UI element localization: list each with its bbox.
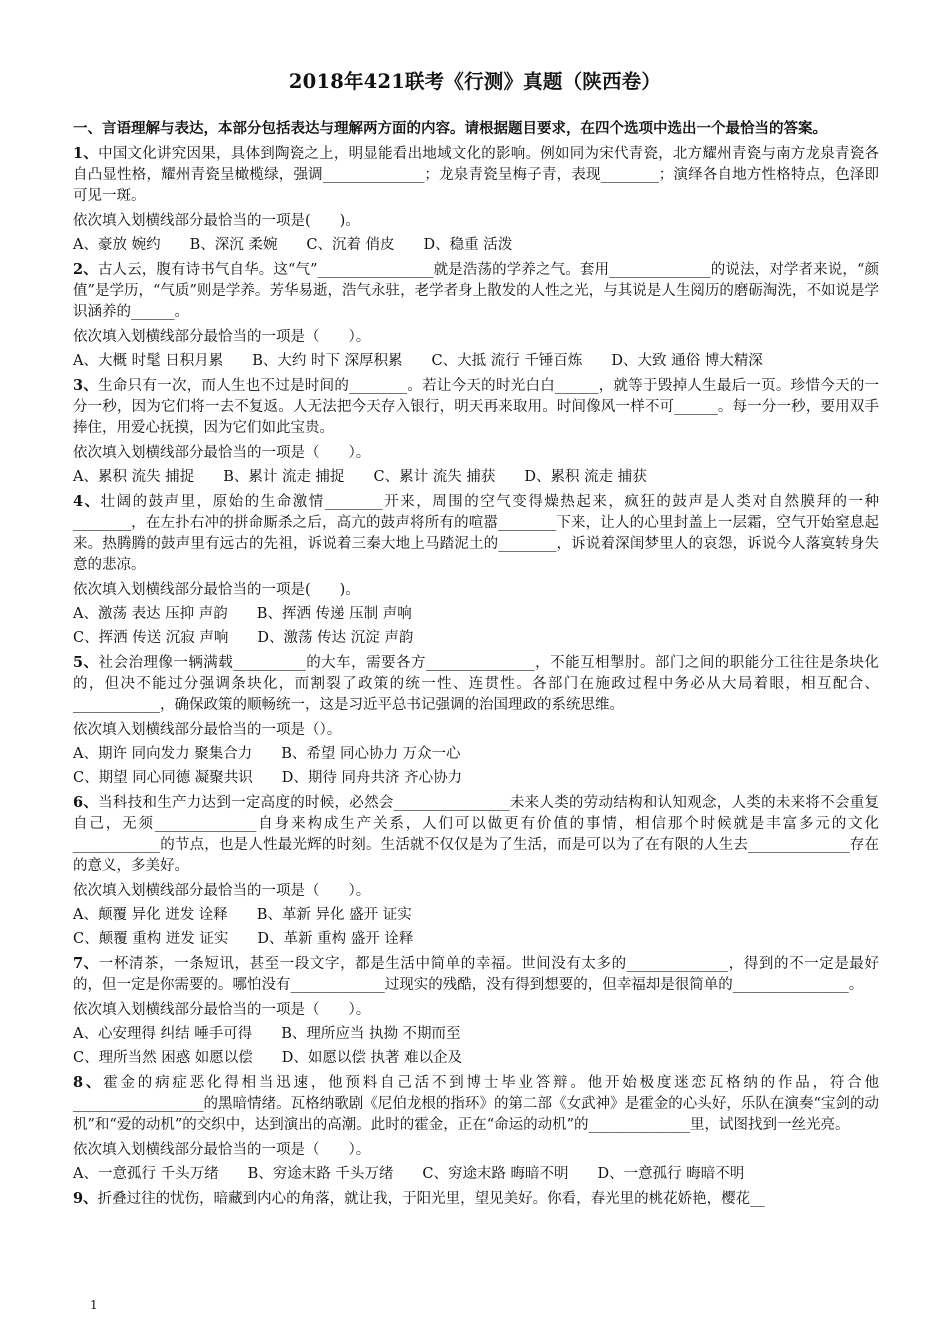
question-number: 8、 <box>73 1074 104 1091</box>
question-options: A、期许 同向发力 聚集合力 B、希望 同心协力 万众一心 <box>73 746 461 762</box>
question-text <box>73 652 879 716</box>
question-number: 5、 <box>73 654 99 671</box>
question-body: 折叠过往的忧伤，暗藏到内心的角落，就让我，于阳光里，望见美好。你看，春光里的桃花娇艳，樱花__ <box>97 1191 765 1207</box>
question-text <box>73 1188 879 1210</box>
question-text <box>73 259 879 323</box>
question-prompt: 依次填入划横线部分最恰当的一项是（ ）。 <box>73 329 371 345</box>
page-number: 1 <box>90 1298 98 1312</box>
question-prompt: 依次填入划横线部分最恰当的一项是（ ）。 <box>73 1002 371 1018</box>
question-body: 一杯清茶，一条短讯，甚至一段文字，都是生活中简单的幸福。世间没有太多的______________，得到的不一定是最好的，但一定是你需要的。哪怕没有_____________过现实的残酷，没有得到想要的，但幸福却是很简单的________________。 <box>73 956 880 993</box>
question-text <box>73 375 879 439</box>
question-text <box>73 143 879 207</box>
question-body: 社会治理像一辆满载__________的大车，需要各方_______________，不能互相掣肘。部门之间的职能分工往往是条块化的，但决不能过分强调条块化，而割裂了政策的统一性、连贯性。各部门在施政过程中务必从大局着眼，相互配合、____________，确保政策的顺畅统一，这是习近平总书记强调的治国理政的系统思维。 <box>73 655 879 713</box>
document-body <box>73 118 879 1210</box>
question-options: C、颠覆 重构 迸发 证实 D、革新 重构 盛开 诠释 <box>73 931 414 947</box>
question-options: C、理所当然 困惑 如愿以偿 D、如愿以偿 执著 难以企及 <box>73 1050 463 1066</box>
question-options: C、挥洒 传送 沉寂 声响 D、激荡 传达 沉淀 声韵 <box>73 630 414 646</box>
question-prompt: 依次填入划横线部分最恰当的一项是（ ）。 <box>73 883 371 899</box>
question-body: 霍金的病症恶化得相当迅速，他预料自己活不到博士毕业答辩。他开始极度迷恋瓦格纳的作品，符合他__________________的黑暗情绪。瓦格纳歌剧《尼伯龙根的指环》的第二部《女武神》是霍金的心头好，乐队在演奏“宝剑的动机”和“爱的动机”的交织中，达到演出的高潮。此时的霍金，正在“命运的动机”的______________里，试图找到一丝光亮。 <box>73 1075 880 1133</box>
question-options: A、大概 时髦 日积月累 B、大约 时下 深厚积累 C、大抵 流行 千锤百炼 D、大致 通俗 博大精深 <box>73 353 763 369</box>
question-number: 1、 <box>73 145 99 162</box>
question-options: C、期望 同心同德 凝聚共识 D、期待 同舟共济 齐心协力 <box>73 770 463 786</box>
question-prompt: 依次填入划横线部分最恰当的一项是( )。 <box>73 582 360 598</box>
page-title: 2018年421联考《行测》真题（陕西卷） <box>288 70 662 93</box>
question-prompt: 依次填入划横线部分最恰当的一项是（ ）。 <box>73 1142 371 1158</box>
question-number: 3、 <box>73 377 99 394</box>
question-number: 9、 <box>73 1190 98 1207</box>
question-body: 当科技和生产力达到一定高度的时候，必然会________________未来人类的劳动结构和认知观念，人类的未来将不会重复自己，无须______________自身来构成生产关系，人们可以做更有价值的事情，相信那个时候就是丰富多元的文化____________的节点，也是人性最光辉的时刻。生活就不仅仅是为了生活，而是可以为了在有限的人生去______________存在的意义，多美好。 <box>73 795 879 874</box>
question-body: 壮阔的鼓声里，原始的生命激情________开来，周围的空气变得燥热起来，疯狂的鼓声是人类对自然膜拜的一种________，在左扑右冲的拼命厮杀之后，高亢的鼓声将所有的喧嚣________下来，让人的心里封盖上一层霜，空气开始窒息起来。热腾腾的鼓声里有远古的先祖，诉说着三秦大地上马踏泥土的________，诉说着深闺梦里人的哀怨，诉说今人落寞转身失意的悲凉。 <box>73 494 879 573</box>
question-number: 2、 <box>73 261 98 278</box>
question-options: A、心安理得 纠结 唾手可得 B、理所应当 执拗 不期而至 <box>73 1026 461 1042</box>
question-text <box>73 491 879 576</box>
question-number: 7、 <box>73 955 99 972</box>
question-text <box>73 1072 879 1136</box>
question-body: 中国文化讲究因果，具体到陶瓷之上，明显能看出地域文化的影响。例如同为宋代青瓷，北方耀州青瓷与南方龙泉青瓷各自凸显性格，耀州青瓷呈橄榄绿，强调______________；龙泉青瓷呈梅子青，表现________；演绎各自地方性格特点，色泽即可见一斑。 <box>73 146 880 204</box>
question-prompt: 依次填入划横线部分最恰当的一项是( )。 <box>73 213 360 229</box>
question-prompt: 依次填入划横线部分最恰当的一项是（ ）。 <box>73 445 371 461</box>
question-options: A、颠覆 异化 迸发 诠释 B、革新 异化 盛开 证实 <box>73 907 412 923</box>
section-heading: 一、言语理解与表达，本部分包括表达与理解两方面的内容。请根据题目要求，在四个选项中选出一个最恰当的答案。 <box>73 120 827 137</box>
question-options: A、豪放 婉约 B、深沉 柔婉 C、沉着 俏皮 D、稳重 活泼 <box>73 237 513 253</box>
question-body: 古人云，腹有诗书气自华。这“气”________________就是浩荡的学养之气。套用______________的说法，对学者来说，“颜值”是学历，“气质”则是学养。芳华易逝，浩气永驻，老学者身上散发的人性之光，与其说是人生阅历的磨砺淘洗，不如说是学识涵养的______。 <box>73 262 879 320</box>
question-number: 4、 <box>73 493 101 510</box>
question-body: 生命只有一次，而人生也不过是时间的________。若让今天的时光白白______，就等于毁掉人生最后一页。珍惜今天的一分一秒，因为它们将一去不复返。人无法把今天存入银行，明天再来取用。时间像风一样不可______。每一分一秒，要用双手捧住，用爱心抚摸，因为它们如此宝贵。 <box>73 378 880 436</box>
question-text <box>73 953 879 996</box>
question-options: A、累积 流失 捕捉 B、累计 流走 捕捉 C、累计 流失 捕获 D、累积 流走 捕获 <box>73 469 647 485</box>
question-options: A、激荡 表达 压抑 声韵 B、挥洒 传递 压制 声响 <box>73 606 412 622</box>
question-text <box>73 792 879 877</box>
question-options: A、一意孤行 千头万绪 B、穷途末路 千头万绪 C、穷途末路 晦暗不明 D、一意孤行 晦暗不明 <box>73 1166 745 1182</box>
question-prompt: 依次填入划横线部分最恰当的一项是（）。 <box>73 722 342 738</box>
question-number: 6、 <box>73 794 99 811</box>
